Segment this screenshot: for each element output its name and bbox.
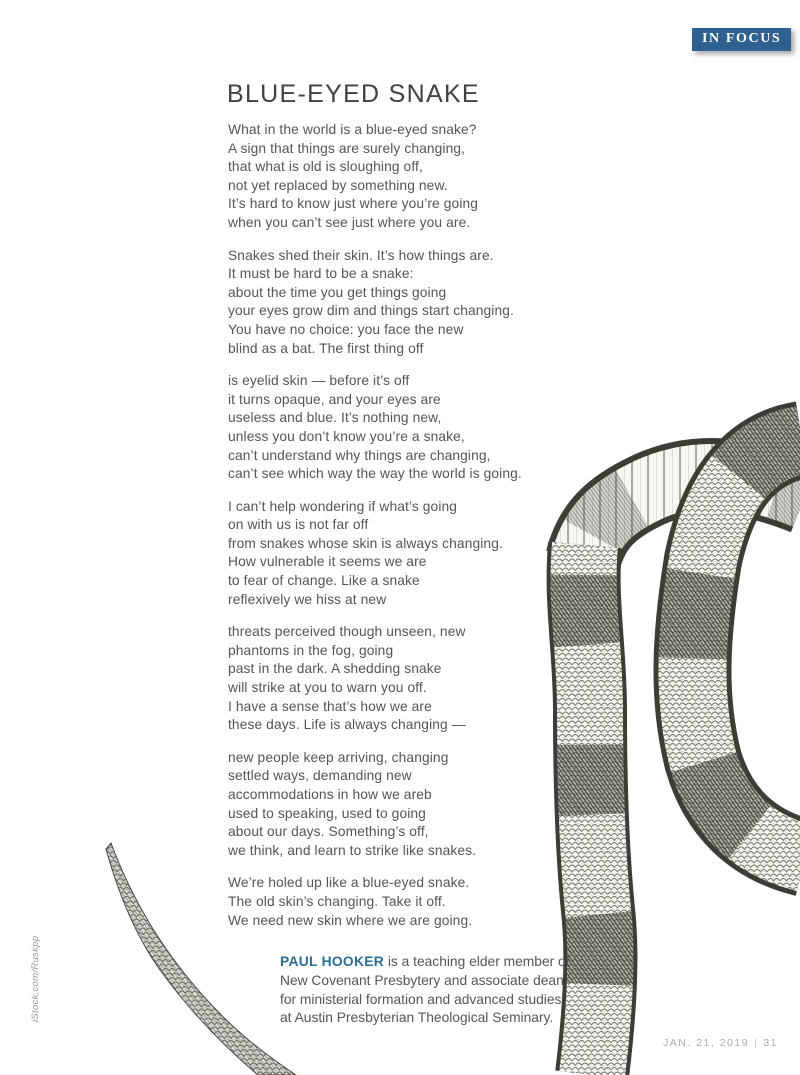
- poem-line: Snakes shed their skin. It’s how things are.: [228, 247, 494, 263]
- photo-credit: iStock.com/Ruskpp: [30, 935, 41, 1022]
- poem-line: on with us is not far off: [228, 517, 369, 533]
- poem-line: we think, and learn to strike like snakes.: [228, 842, 477, 858]
- author-bio-line: New Covenant Presbytery and associate dean: [280, 972, 564, 988]
- poem-line: from snakes whose skin is always changing.: [228, 535, 503, 551]
- poem-line: your eyes grow dim and things start changing.: [228, 303, 514, 319]
- poem-stanza: [228, 623, 522, 735]
- poem-stanza: [228, 247, 522, 359]
- poem-line: past in the dark. A shedding snake: [228, 661, 442, 677]
- author-bio-line: for ministerial formation and advanced studies: [280, 991, 562, 1007]
- poem-line: that what is old is sloughing off,: [228, 159, 423, 175]
- poem-line: about the time you get things going: [228, 284, 447, 300]
- poem-line: settled ways, demanding new: [228, 768, 412, 784]
- author-bio: [280, 953, 570, 1028]
- author-bio-line: [280, 953, 570, 972]
- poem-line: A sign that things are surely changing,: [228, 140, 466, 156]
- poem-line: is eyelid skin — before it’s off: [228, 373, 410, 389]
- poem-line: to fear of change. Like a snake: [228, 573, 420, 589]
- footer-separator: |: [754, 1037, 759, 1049]
- poem-line: can’t understand why things are changing,: [228, 447, 491, 463]
- poem-line: It must be hard to be a snake:: [228, 266, 414, 282]
- poem-line: I can’t help wondering if what’s going: [228, 498, 458, 514]
- poem-line: new people keep arriving, changing: [228, 749, 449, 765]
- poem-line: these days. Life is always changing —: [228, 717, 466, 733]
- poem-line: It’s hard to know just where you’re going: [228, 196, 479, 212]
- poem-line: not yet replaced by something new.: [228, 177, 448, 193]
- poem-line: about our days. Something’s off,: [228, 824, 429, 840]
- poem-stanza: [228, 121, 522, 233]
- poem-line: when you can’t see just where you are.: [228, 214, 471, 230]
- in-focus-badge: IN FOCUS: [692, 28, 791, 51]
- poem-stanza: [228, 498, 522, 610]
- poem-line: used to speaking, used to going: [228, 805, 426, 821]
- poem-stanza: [228, 372, 522, 484]
- poem-line: it turns opaque, and your eyes are: [228, 391, 441, 407]
- poem-line: unless you don’t know you’re a snake,: [228, 428, 465, 444]
- author-bio-text: is a teaching elder member of: [383, 954, 570, 969]
- snake-body-descending: [584, 545, 601, 1075]
- poem-stanza: [228, 874, 522, 930]
- poem-line: We need new skin where we are going.: [228, 912, 473, 928]
- poem-line: phantoms in the fog, going: [228, 642, 394, 658]
- page-title: BLUE-EYED SNAKE: [227, 80, 480, 108]
- poem-line: The old skin’s changing. Take it off.: [228, 893, 446, 909]
- poem-stanza: [228, 749, 522, 861]
- poem-line: can’t see which way the way the world is going.: [228, 466, 522, 482]
- poem-line: threats perceived though unseen, new: [228, 624, 466, 640]
- poem-line: I have a sense that’s how we are: [228, 698, 432, 714]
- poem-line: will strike at you to warn you off.: [228, 680, 427, 696]
- poem: [228, 121, 522, 944]
- poem-line: We’re holed up like a blue-eyed snake.: [228, 875, 470, 891]
- poem-line: How vulnerable it seems we are: [228, 554, 427, 570]
- author-name: PAUL HOOKER: [280, 954, 384, 969]
- poem-line: useless and blue. It’s nothing new,: [228, 410, 442, 426]
- poem-line: accommodations in how we areb: [228, 787, 432, 802]
- poem-line: You have no choice: you face the new: [228, 321, 464, 337]
- page-footer: [663, 1037, 778, 1049]
- footer-date: JAN. 21, 2019: [663, 1037, 750, 1049]
- page-number: 31: [763, 1037, 778, 1049]
- poem-line: reflexively we hiss at new: [228, 591, 387, 607]
- poem-line: blind as a bat. The first thing off: [228, 340, 424, 356]
- poem-line: What in the world is a blue-eyed snake?: [228, 122, 477, 137]
- author-bio-line: at Austin Presbyterian Theological Seminary.: [280, 1010, 554, 1026]
